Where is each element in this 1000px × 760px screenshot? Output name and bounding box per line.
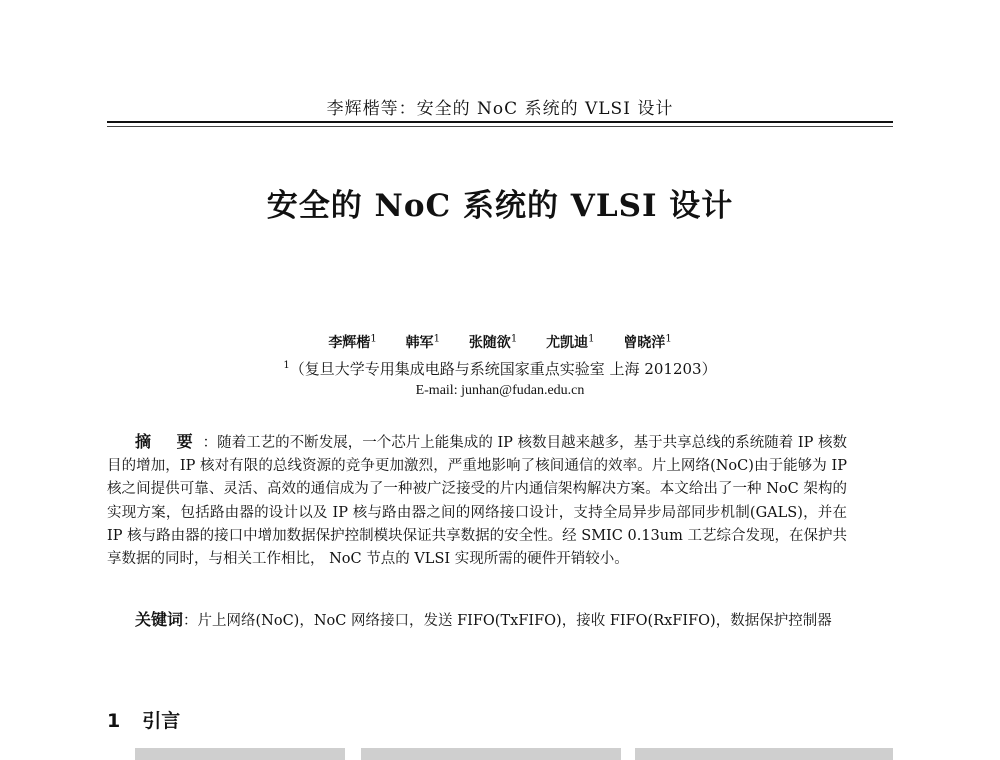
contact-email: E-mail: junhan@fudan.edu.cn <box>415 383 585 398</box>
abstract-label: 摘 要 <box>135 432 203 451</box>
section-number: 1 <box>107 710 121 732</box>
keywords-text: ：片上网络(NoC)，NoC 网络接口，发送 FIFO(TxFIFO)，接收 FIFO(RxFIFO)，数据保护控制器 <box>183 613 832 629</box>
abstract <box>107 430 847 571</box>
author-list <box>0 332 1000 352</box>
running-head: 李辉楷等：安全的 NoC 系统的 VLSI 设计 <box>326 99 674 119</box>
text-fragment <box>361 748 621 760</box>
author: 张随欲$^1$ <box>468 333 518 351</box>
text-fragment <box>135 748 345 760</box>
author: 尤凯迪$^1$ <box>546 333 595 351</box>
header-rule-thin <box>107 126 893 127</box>
section-heading <box>107 706 180 733</box>
text-fragment <box>635 748 893 760</box>
keywords <box>107 608 847 633</box>
paper-title: 安全的 NoC 系统的 VLSI 设计 <box>266 188 734 224</box>
author: 韩军$^1$ <box>405 333 440 351</box>
affiliation: $^1$（复旦大学专用集成电路与系统国家重点实验室 上海 201203） <box>283 360 717 378</box>
header-rule <box>107 121 893 123</box>
clipped-body-text <box>135 748 893 760</box>
section-title: 引言 <box>142 710 181 732</box>
author: 李辉楷$^1$ <box>328 333 377 351</box>
keywords-label: 关键词 <box>135 610 184 629</box>
author: 曾晓洋$^1$ <box>623 333 672 351</box>
abstract-text: ：随着工艺的不断发展，一个芯片上能集成的 IP 核数目越来越多，基于共享总线的系统随着 IP 核数目的增加，IP 核对有限的总线资源的竞争更加激烈，严重地影响了核间通信的效率。片上网络(NoC)由于能够为 IP 核之间提供可靠、灵活、高效的通信成为了一种被广泛接受的片内通信架构解决方案。本文给出了一种 NoC 架构的实现方案，包括路由器的设计以及 IP 核与路由器之间的网络接口设计，支持全局异步局部同步机制(GALS)，并在 IP 核与路由器的接口中增加数据保护控制模块保证共享数据的安全性。经 SMIC 0.13um 工艺综合发现，在保护共享数据的同时，与相关工作相比， NoC 节点的 VLSI 实现所需的硬件开销较小。 <box>107 435 847 568</box>
